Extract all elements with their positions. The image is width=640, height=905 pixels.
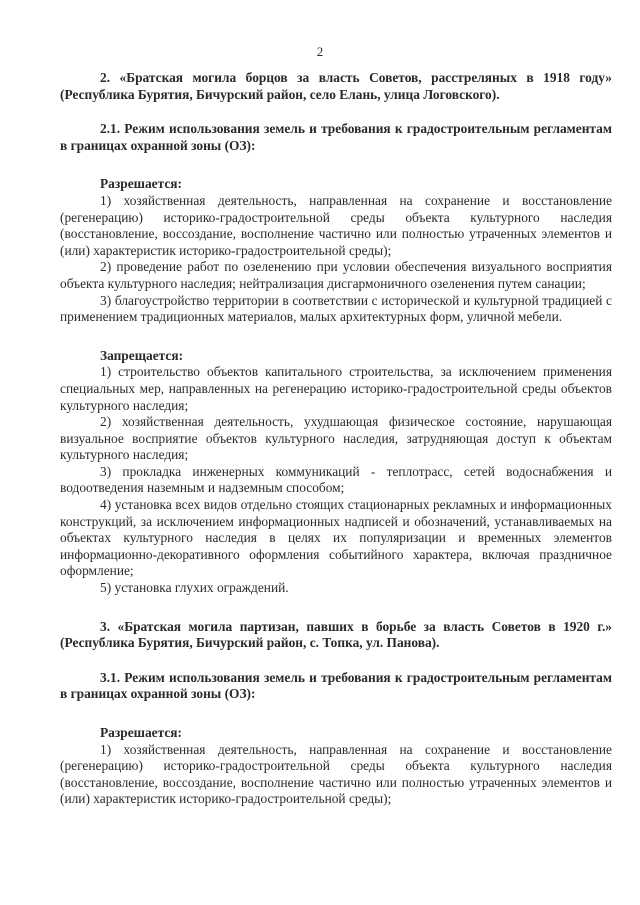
section-2-forbidden-item: 3) прокладка инженерных коммуникаций - теплотрасс, сетей водоснабжения и водоотведения наземным и надземным способом;: [60, 463, 612, 496]
document-body: [60, 70, 612, 808]
section-3-allowed-label: Разрешается:: [100, 725, 182, 740]
section-3-1-heading: 3.1. Режим использования земель и требования к градостроительным регламентам в границах охранной зоны (ОЗ):: [60, 669, 612, 702]
section-2-forbidden-item: 4) установка всех видов отдельно стоящих стационарных рекламных и информационных конструкций, за исключением информационных надписей и обозначений, устанавливаемых на объектах культурного наследия в целях их популяризации и временных элементов информационно-декоративного оформления событийного характера, включая праздничное оформление;: [60, 497, 612, 579]
section-2-forbidden-label: Запрещается:: [100, 347, 184, 363]
section-3-allowed-item: 1) хозяйственная деятельность, направленная на сохранение и восстановление (регенерацию) историко-градостроительной среды объекта культурного наследия (восстановление, воссоздание, восполнение частично или полностью утраченных элементов и (или) характеристик историко-градостроительной среды);: [60, 741, 612, 807]
section-2-forbidden-item: 5) установка глухих ограждений.: [100, 580, 289, 596]
section-2-forbidden-item: 1) строительство объектов капитального строительства, за исключением применения специальных мер, направленных на регенерацию историко-градостроительной среды объектов культурного наследия;: [60, 364, 612, 413]
section-2-heading: 2. «Братская могила борцов за власть Советов, расстреляных в 1918 году» (Республика Бурятия, Бичурский район, село Елань, улица Логовского).: [60, 70, 612, 102]
section-3-heading: 3. «Братская могила партизан, павших в борьбе за власть Советов в 1920 г.» (Республика Бурятия, Бичурский район, с. Топка, ул. Панова).: [60, 618, 612, 651]
section-2-forbidden-item: 2) хозяйственная деятельность, ухудшающая физическое состояние, нарушающая визуальное восприятие объектов культурного наследия, затрудняющая доступ к объектам культурного наследия;: [60, 414, 612, 463]
section-2-allowed-item: 2) проведение работ по озеленению при условии обеспечения визуального восприятия объекта культурного наследия; нейтрализация дисгармоничного озеленения путем санации;: [60, 259, 612, 291]
section-2-allowed-label: Разрешается:: [100, 176, 182, 192]
section-2-allowed-item: 1) хозяйственная деятельность, направленная на сохранение и восстановление (регенерацию) историко-градостроительной среды объекта культурного наследия (восстановление, воссоздание, восполнение частично или полностью утраченных элементов и (или) характеристик историко-градостроительной среды);: [60, 192, 612, 258]
section-2-1-heading: 2.1. Режим использования земель и требования к градостроительным регламентам в границах охранной зоны (ОЗ):: [60, 121, 612, 153]
section-2-allowed-item: 3) благоустройство территории в соответствии с исторической и культурной традицией с применением традиционных материалов, малых архитектурных форм, уличной мебели.: [60, 292, 612, 325]
page-number: 2: [316, 44, 324, 59]
